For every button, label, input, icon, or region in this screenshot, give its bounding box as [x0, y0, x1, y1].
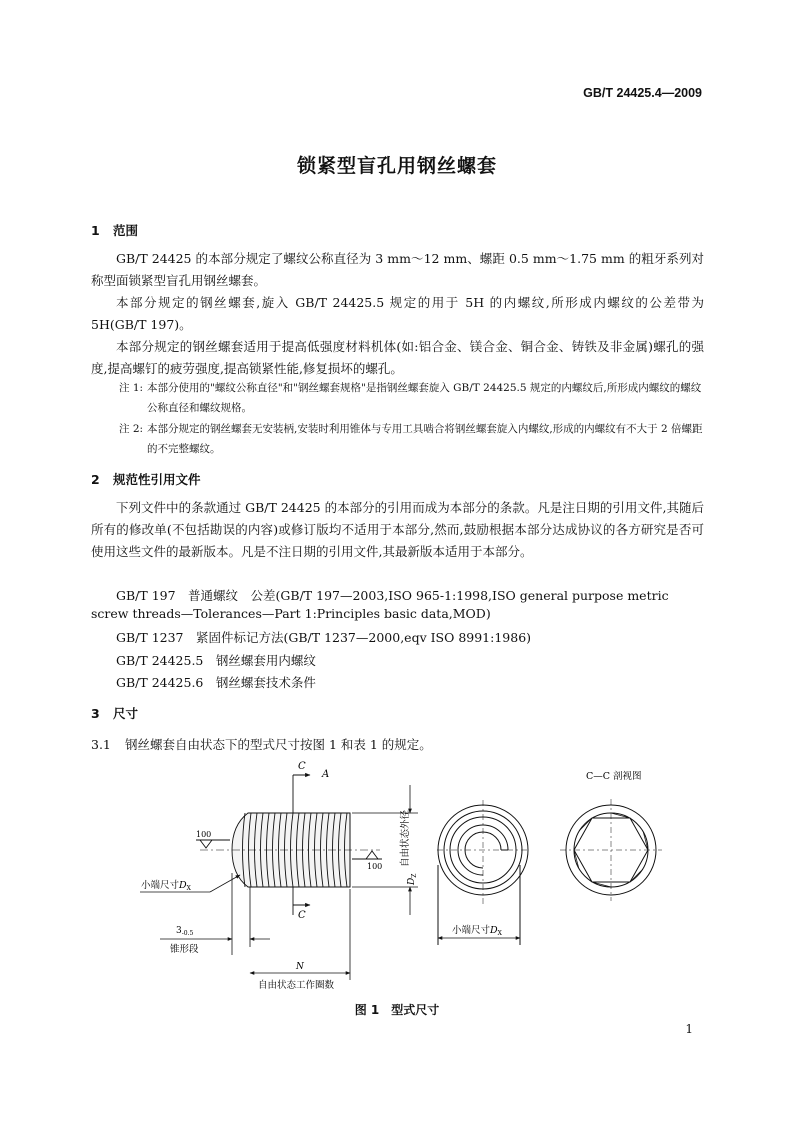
section-c-top: C: [298, 761, 306, 772]
section-number: 1: [91, 223, 100, 238]
page-number: 1: [685, 1022, 693, 1036]
paragraph: 本部分规定的钢丝螺套适用于提高低强度材料机体(如:铝合金、镁合金、铜合金、铸铁及非金属)螺孔的强度,提高螺钉的疲劳强度,提高锁紧性能,修复损坏的螺孔。: [91, 339, 704, 376]
taper-dim-value: $3_{-0.5}$: [176, 926, 194, 937]
figure-caption: 图 1 型式尺寸: [354, 1003, 440, 1017]
figure-1-drawing: [0, 755, 794, 995]
datum-a-label: A: [322, 769, 330, 780]
roughness-symbol-right: [352, 851, 382, 859]
note-text: 本部分使用的"螺纹公称直径"和"钢丝螺套规格"是指钢丝螺套旋入 GB/T 24425.5 规定的内螺纹后,所形成内螺纹的螺纹公称直径和螺纹规格。: [147, 382, 702, 414]
section-3-heading: [91, 704, 138, 722]
taper-segment-label: 锥形段: [170, 944, 199, 955]
end-view: [437, 800, 530, 945]
note-label: 注 2:: [119, 423, 144, 435]
dz-label: $D_Z$: [407, 873, 418, 885]
reference-line: screw threads—Tolerances—Part 1:Principles basic data,MOD): [91, 606, 491, 621]
note-2: [119, 419, 704, 459]
roughness-value-left: 100: [196, 830, 212, 839]
section-title: 范围: [113, 223, 139, 238]
paragraph: 下列文件中的条款通过 GB/T 24425 的本部分的引用而成为本部分的条款。凡是注日期的引用文件,其随后所有的修改单(不包括勘误的内容)或修订版均不适用于本部分,然而,鼓励根据本部分达成协议的各方研究是否可使用这些文件的最新版本。凡是不注日期的引用文件,其最新版本适用于本部分。: [91, 500, 704, 559]
section-number: 3: [91, 706, 100, 721]
roughness-value-right: 100: [367, 862, 383, 871]
free-coils-label: 自由状态工作圈数: [258, 980, 335, 991]
clause-text: 钢丝螺套自由状态下的型式尺寸按图 1 和表 1 的规定。: [125, 737, 432, 752]
reference-line: GB/T 24425.6 钢丝螺套技术条件: [116, 675, 316, 690]
section-view-cc: [560, 799, 662, 901]
section-title: 规范性引用文件: [113, 472, 201, 487]
standard-code: GB/T 24425.4—2009: [583, 86, 702, 100]
section-1-heading: [91, 221, 138, 239]
end-view-dx-label: 小端尺寸$D_X$: [452, 925, 502, 937]
note-text: 本部分规定的钢丝螺套无安装柄,安装时利用锥体与专用工具啮合将钢丝螺套旋入内螺纹,形成的内螺纹有不大于 2 倍螺距的不完整螺纹。: [147, 423, 703, 455]
n-label: N: [296, 962, 304, 972]
section-title: 尺寸: [113, 706, 139, 721]
clause-number: 3.1: [91, 737, 111, 752]
note-1: [119, 378, 704, 418]
reference-line: GB/T 1237 紧固件标记方法(GB/T 1237—2000,eqv ISO 8991:1986): [116, 630, 532, 645]
paragraph: GB/T 24425 的本部分规定了螺纹公称直径为 3 mm～12 mm、螺距 0.5 mm～1.75 mm 的粗牙系列对称型面锁紧型盲孔用钢丝螺套。: [91, 251, 704, 288]
note-label: 注 1:: [119, 382, 144, 394]
roughness-symbol-left: [196, 840, 230, 848]
section-number: 2: [91, 472, 100, 487]
reference-line: GB/T 197 普通螺纹 公差(GB/T 197—2003,ISO 965-1:1998,ISO general purpose metric: [116, 588, 669, 603]
clause-3-1: [91, 735, 432, 753]
section-c-bottom: C: [298, 910, 306, 921]
small-end-label: 小端尺寸$D_X$: [141, 880, 191, 892]
document-title: 锁紧型盲孔用钢丝螺套: [296, 155, 497, 177]
section-2-heading: [91, 470, 201, 488]
cc-view-title: C—C 剖视图: [586, 771, 642, 782]
reference-line: GB/T 24425.5 钢丝螺套用内螺纹: [116, 653, 316, 668]
free-od-label: 自由状态外径: [400, 809, 411, 867]
paragraph: 本部分规定的钢丝螺套,旋入 GB/T 24425.5 规定的用于 5H 的内螺纹,所形成内螺纹的公差带为 5H(GB/T 197)。: [91, 295, 704, 332]
